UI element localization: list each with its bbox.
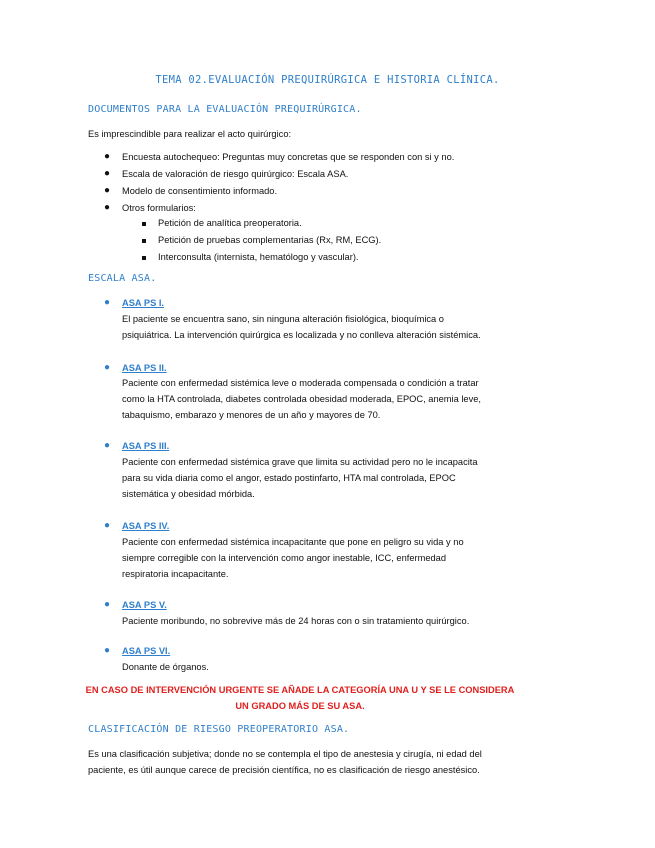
bullet-dot-icon: ● xyxy=(104,151,111,162)
bullet-dot-icon: ● xyxy=(104,440,111,451)
documentos-intro: Es imprescindible para realizar el acto quirúrgico: xyxy=(88,129,292,139)
asa-link-6[interactable]: ASA PS VI. xyxy=(122,646,171,656)
asa-description-line: tabaquismo, embarazo y menores de un año y mayores de 70. xyxy=(122,410,381,420)
asa-description-line: Donante de órganos. xyxy=(122,662,209,672)
list-item: Otros formularios: xyxy=(122,203,196,213)
asa-description-line: Paciente con enfermedad sistémica incapacitante que pone en peligro su vida y no xyxy=(122,537,464,547)
clasificacion-line: Es una clasificación subjetiva; donde no se contempla el tipo de anestesia y cirugía, ni edad del xyxy=(88,749,482,759)
asa-description-line: El paciente se encuentra sano, sin ninguna alteración fisiológica, bioquímica o xyxy=(122,314,444,324)
sub-list-item: Petición de analítica preoperatoria. xyxy=(158,218,302,228)
bullet-dot-icon: ● xyxy=(104,202,111,213)
sub-list-item: Petición de pruebas complementarias (Rx, RM, ECG). xyxy=(158,235,382,245)
square-bullet-icon xyxy=(142,256,146,260)
asa-description-line: respiratoria incapacitante. xyxy=(122,569,229,579)
bullet-dot-icon: ● xyxy=(104,168,111,179)
asa-description-line: como la HTA controlada, diabetes controlada obesidad moderada, EPOC, anemia leve, xyxy=(122,394,481,404)
bullet-dot-icon: ● xyxy=(104,362,111,373)
section-heading-documentos: DOCUMENTOS PARA LA EVALUACIÓN PREQUIRÚRGICA. xyxy=(88,104,362,115)
asa-description-line: sistemática y obesidad mórbida. xyxy=(122,489,255,499)
urgent-note-line: EN CASO DE INTERVENCIÓN URGENTE SE AÑADE LA CATEGORÍA UNA U Y SE LE CONSIDERA xyxy=(85,685,515,695)
page-title: TEMA 02.EVALUACIÓN PREQUIRÚRGICA E HISTORIA CLÍNICA. xyxy=(155,74,500,86)
asa-link-4[interactable]: ASA PS IV. xyxy=(122,521,170,531)
urgent-note-line: UN GRADO MÁS DE SU ASA. xyxy=(235,701,365,711)
square-bullet-icon xyxy=(142,239,146,243)
bullet-dot-icon: ● xyxy=(104,520,111,531)
list-item: Encuesta autochequeo: Preguntas muy concretas que se responden con si y no. xyxy=(122,152,455,162)
bullet-dot-icon: ● xyxy=(104,599,111,610)
asa-description-line: Paciente moribundo, no sobrevive más de 24 horas con o sin tratamiento quirúrgico. xyxy=(122,616,470,626)
section-heading-clasificacion: CLASIFICACIÓN DE RIESGO PREOPERATORIO ASA. xyxy=(88,724,350,735)
asa-link-1[interactable]: ASA PS I. xyxy=(122,298,165,308)
asa-description-line: Paciente con enfermedad sistémica leve o moderada compensada o condición a tratar xyxy=(122,378,479,388)
asa-link-3[interactable]: ASA PS III. xyxy=(122,441,170,451)
square-bullet-icon xyxy=(142,222,146,226)
bullet-dot-icon: ● xyxy=(104,645,111,656)
asa-description-line: siempre corregible con la intervención como angor inestable, ICC, enfermedad xyxy=(122,553,447,563)
list-item: Modelo de consentimiento informado. xyxy=(122,186,278,196)
clasificacion-line: paciente, es útil aunque carece de precisión científica, no es clasificación de riesgo anestésico. xyxy=(88,765,480,775)
asa-link-2[interactable]: ASA PS II. xyxy=(122,363,167,373)
bullet-dot-icon: ● xyxy=(104,185,111,196)
asa-description-line: para su vida diaria como el angor, estado postinfarto, HTA mal controlada, EPOC xyxy=(122,473,456,483)
asa-description-line: Paciente con enfermedad sistémica grave que limita su actividad pero no le incapacita xyxy=(122,457,478,467)
sub-list-item: Interconsulta (internista, hematólogo y vascular). xyxy=(158,252,359,262)
list-item: Escala de valoración de riesgo quirúrgico: Escala ASA. xyxy=(122,169,349,179)
bullet-dot-icon: ● xyxy=(104,297,111,308)
section-heading-escala: ESCALA ASA. xyxy=(88,273,157,284)
asa-link-5[interactable]: ASA PS V. xyxy=(122,600,167,610)
asa-description-line: psiquiátrica. La intervención quirúrgica es localizada y no conlleva alteración sistémica. xyxy=(122,330,481,340)
